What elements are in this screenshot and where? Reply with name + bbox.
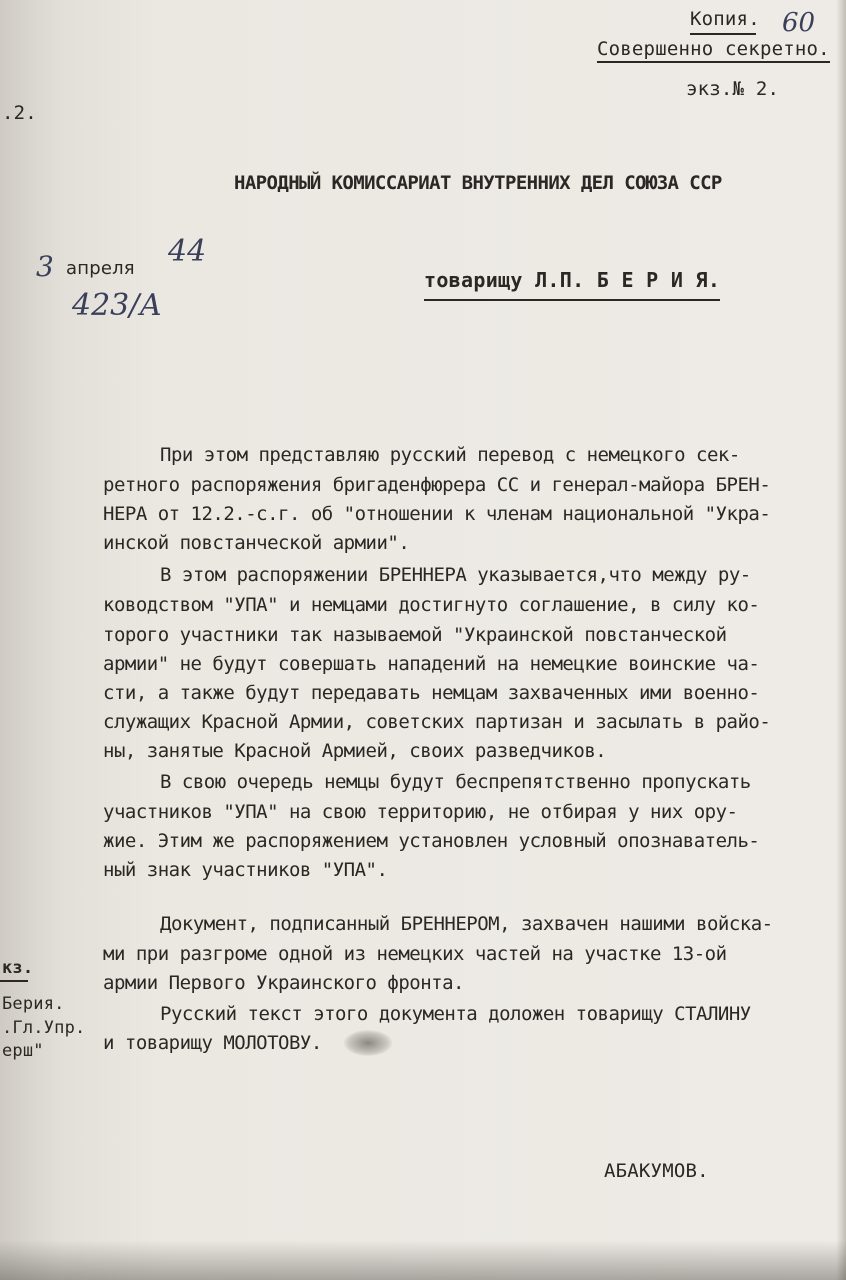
left-margin-fragment: .2. <box>2 102 37 124</box>
body-line: Русский текст этого документа доложен товарищу СТАЛИНУ <box>160 1003 751 1025</box>
handwritten-reg-number: 423/А <box>72 288 163 323</box>
body-line: ми при разгроме одной из немецких частей на участке 13-ой <box>103 943 727 965</box>
body-line: ный знак участников "УПА". <box>103 859 388 881</box>
addressee: товарищу Л.П. Б Е Р И Я. <box>424 268 721 292</box>
copy-number: экз.№ 2. <box>686 78 780 100</box>
signature: АБАКУМОВ. <box>604 1160 709 1182</box>
body-line: ководством "УПА" и немцами достигнуто соглашение, в силу ко- <box>103 594 760 616</box>
body-line: В свою очередь немцы будут беспрепятственно пропускать <box>160 771 751 793</box>
body-line: Документ, подписанный БРЕННЕРОМ, захвачен нашими войска- <box>160 913 773 935</box>
body-line: армии Первого Украинского фронта. <box>103 972 464 994</box>
margin-note: .Гл.Упр. <box>2 1018 86 1038</box>
margin-note-underline <box>0 980 28 982</box>
copy-label-underline <box>690 33 756 35</box>
secrecy-label: Совершенно секретно. <box>597 38 830 60</box>
body-line: армии" не будут совершать нападений на немецкие воинские ча- <box>103 653 760 675</box>
page-edge-shadow <box>836 0 846 1280</box>
page-number: 60 <box>782 8 816 38</box>
margin-note: кз. <box>2 958 34 978</box>
body-line: торого участники так называемой "Украинской повстанческой <box>103 624 727 646</box>
date-month: апреля <box>66 258 135 279</box>
bottom-shadow <box>0 1240 846 1280</box>
body-line: и товарищу МОЛОТОВУ. <box>103 1032 322 1054</box>
secrecy-underline <box>597 61 830 63</box>
handwritten-date-day: 3 <box>36 250 54 283</box>
addressee-underline <box>424 299 720 301</box>
org-title: НАРОДНЫЙ КОМИССАРИАТ ВНУТРЕННИХ ДЕЛ СОЮЗА ССР <box>234 172 722 194</box>
copy-label: Копия. <box>690 8 760 30</box>
body-line: При этом представляю русский перевод с немецкого сек- <box>160 444 740 466</box>
handwritten-date-year: 44 <box>168 234 207 269</box>
body-line: сти, а также будут передавать немцам захваченных ими военно- <box>103 682 760 704</box>
body-line: ны, занятые Красной Армией, своих разведчиков. <box>103 740 607 762</box>
body-line: ретного распоряжения бригаденфюрера СС и генерал-майора БРЕН- <box>103 474 771 496</box>
body-line: НЕРА от 12.2.-с.г. об "отношении к членам национальной "Укра- <box>103 503 771 525</box>
body-line: участников "УПА" на свою территорию, не отбирая у них ору- <box>103 801 738 823</box>
margin-note: ерш" <box>2 1041 44 1061</box>
ink-smudge <box>344 1030 392 1056</box>
margin-note: Берия. <box>2 994 65 1014</box>
body-line: служащих Красной Армии, советских партизан и засылать в райо- <box>103 711 771 733</box>
body-line: инской повстанческой армии". <box>103 532 410 554</box>
body-line: жие. Этим же распоряжением установлен условный опознаватель- <box>103 830 760 852</box>
body-line: В этом распоряжении БРЕННЕРА указывается,что между ру- <box>160 564 751 586</box>
